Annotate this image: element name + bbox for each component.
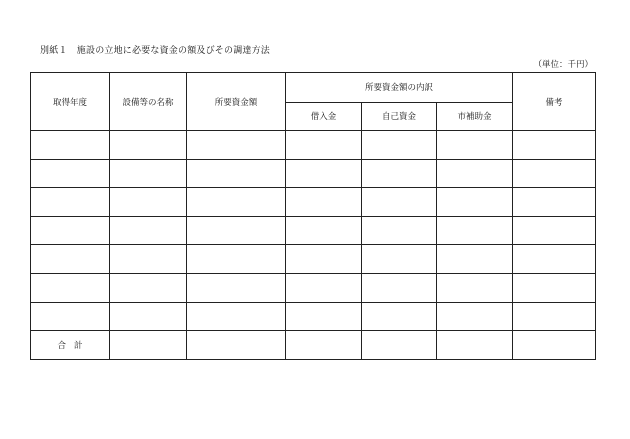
cell-required-amount[interactable] — [187, 245, 286, 274]
table-row — [31, 159, 596, 188]
table-row — [31, 216, 596, 245]
cell-city-subsidy[interactable] — [437, 245, 513, 274]
cell-city-subsidy[interactable] — [437, 216, 513, 245]
table-row — [31, 188, 596, 217]
cell-required-amount[interactable] — [187, 131, 286, 160]
cell-remarks[interactable] — [513, 188, 596, 217]
cell-loan[interactable] — [286, 245, 362, 274]
cell-remarks[interactable] — [513, 131, 596, 160]
cell-year[interactable] — [31, 216, 110, 245]
cell-equipment-name[interactable] — [110, 188, 187, 217]
header-city-subsidy: 市補助金 — [437, 102, 513, 131]
cell-year[interactable] — [31, 159, 110, 188]
table-row — [31, 273, 596, 302]
cell-own-funds[interactable] — [362, 188, 437, 217]
cell-own-funds[interactable] — [362, 302, 437, 331]
cell-city-subsidy[interactable] — [437, 188, 513, 217]
cell-equipment-name[interactable] — [110, 159, 187, 188]
cell-required-amount[interactable] — [187, 273, 286, 302]
funding-table — [30, 72, 596, 360]
cell-city-subsidy[interactable] — [437, 131, 513, 160]
cell-remarks[interactable] — [513, 302, 596, 331]
cell-year[interactable] — [31, 302, 110, 331]
cell-required-amount[interactable] — [187, 216, 286, 245]
header-required-amount: 所要資金額 — [187, 73, 286, 131]
header-breakdown: 所要資金額の内訳 — [286, 73, 513, 103]
header-loan: 借入金 — [286, 102, 362, 131]
unit-note: （単位：千円） — [533, 60, 593, 70]
cell-loan[interactable] — [286, 188, 362, 217]
cell-equipment-name[interactable] — [110, 216, 187, 245]
cell-own-funds[interactable] — [362, 273, 437, 302]
cell-own-funds[interactable] — [362, 245, 437, 274]
cell-remarks[interactable] — [513, 216, 596, 245]
total-equipment-name[interactable] — [110, 331, 187, 360]
total-own-funds[interactable] — [362, 331, 437, 360]
cell-year[interactable] — [31, 273, 110, 302]
cell-year[interactable] — [31, 188, 110, 217]
cell-required-amount[interactable] — [187, 188, 286, 217]
total-row — [31, 331, 596, 360]
total-label-cell — [31, 331, 110, 360]
header-year: 取得年度 — [31, 73, 110, 131]
total-required-amount[interactable] — [187, 331, 286, 360]
cell-equipment-name[interactable] — [110, 273, 187, 302]
table-row — [31, 245, 596, 274]
cell-loan[interactable] — [286, 159, 362, 188]
header-own-funds: 自己資金 — [362, 102, 437, 131]
cell-loan[interactable] — [286, 131, 362, 160]
total-loan[interactable] — [286, 331, 362, 360]
cell-city-subsidy[interactable] — [437, 273, 513, 302]
cell-city-subsidy[interactable] — [437, 159, 513, 188]
table-row — [31, 302, 596, 331]
total-city-subsidy[interactable] — [437, 331, 513, 360]
cell-equipment-name[interactable] — [110, 131, 187, 160]
cell-loan[interactable] — [286, 216, 362, 245]
cell-equipment-name[interactable] — [110, 302, 187, 331]
header-equipment-name: 設備等の名称 — [110, 73, 187, 131]
cell-equipment-name[interactable] — [110, 245, 187, 274]
cell-city-subsidy[interactable] — [437, 302, 513, 331]
total-remarks[interactable] — [513, 331, 596, 360]
cell-required-amount[interactable] — [187, 302, 286, 331]
cell-remarks[interactable] — [513, 245, 596, 274]
cell-remarks[interactable] — [513, 159, 596, 188]
total-label: 合計 — [57, 340, 91, 351]
table-row — [31, 131, 596, 160]
cell-own-funds[interactable] — [362, 216, 437, 245]
cell-loan[interactable] — [286, 273, 362, 302]
cell-own-funds[interactable] — [362, 159, 437, 188]
document-title: 別紙１ 施設の立地に必要な資金の額及びその調達方法 — [40, 46, 271, 56]
cell-required-amount[interactable] — [187, 159, 286, 188]
cell-remarks[interactable] — [513, 273, 596, 302]
cell-loan[interactable] — [286, 302, 362, 331]
cell-own-funds[interactable] — [362, 131, 437, 160]
header-remarks: 備考 — [513, 73, 596, 131]
cell-year[interactable] — [31, 131, 110, 160]
cell-year[interactable] — [31, 245, 110, 274]
